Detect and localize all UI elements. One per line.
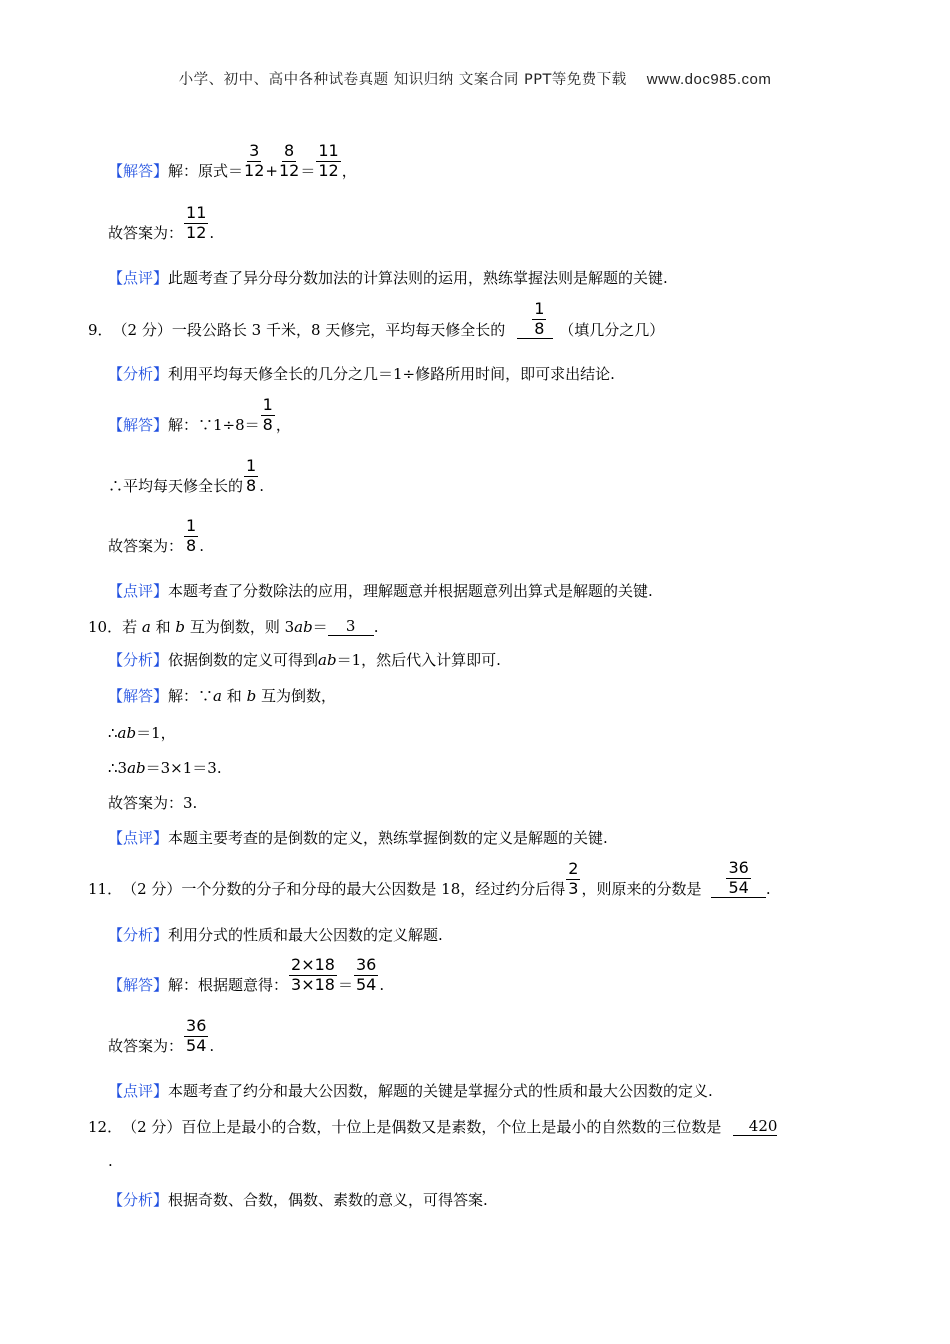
answer-blank xyxy=(711,860,765,898)
comment-tag: 【点评】 xyxy=(108,1082,169,1100)
answer-blank xyxy=(517,301,553,339)
fraction: $\frac{2\times 18}{3\times 18}$ xyxy=(291,955,335,994)
q12-analysis: 【分析】 根据奇数、合数，偶数、素数的意义，可得答案. xyxy=(108,1191,488,1209)
comment-tag: 【点评】 xyxy=(108,829,169,847)
fraction: $\frac{36}{54}$ xyxy=(186,1016,207,1055)
q12-stem-end: . xyxy=(108,1152,113,1170)
comment-tag: 【点评】 xyxy=(108,582,169,600)
question-number: 12． xyxy=(88,1118,123,1136)
analysis-tag: 【分析】 xyxy=(108,651,169,669)
question-number: 11． xyxy=(88,879,123,898)
q11-analysis: 【分析】 利用分式的性质和最大公因数的定义解题. xyxy=(108,926,443,944)
q9-analysis: 【分析】 利用平均每天修全长的几分之几＝1÷修路所用时间，即可求出结论. xyxy=(108,365,615,383)
fraction: $\frac{2}{3}$ xyxy=(568,859,579,898)
q10-answer: 故答案为：3. xyxy=(108,794,198,812)
fraction: $\frac{36}{54}$ xyxy=(728,858,749,897)
page-header xyxy=(0,68,950,89)
fraction: $\frac{36}{54}$ xyxy=(356,955,377,994)
fraction: $\frac{1}{8}$ xyxy=(262,395,273,434)
q10-analysis: 【分析】 依据倒数的定义可得到 ab ＝1，然后代入计算即可. xyxy=(108,651,501,669)
q11-answer: 故答案为： $\frac{36}{54}$ . xyxy=(108,1016,215,1055)
q10-solution: 【解答】 解：∵ a 和 b 互为倒数， xyxy=(108,687,336,705)
q10-comment: 【点评】 本题主要考查的是倒数的定义，熟练掌握倒数的定义是解题的关键. xyxy=(108,829,608,847)
header-text: 小学、初中、高中各种试卷真题 知识归纳 文案合同 PPT等免费下载 xyxy=(178,72,627,88)
q10-line2: ∴ ab ＝1， xyxy=(108,724,176,742)
q9-answer: 故答案为： $\frac{1}{8}$ . xyxy=(108,516,204,555)
question-number: 10． xyxy=(88,618,123,636)
q8-answer: 故答案为： $\frac{11}{12}$ . xyxy=(108,203,215,242)
q11-comment: 【点评】 本题考查了约分和最大公因数，解题的关键是掌握分式的性质和最大公因数的定义. xyxy=(108,1082,713,1100)
fraction: $\frac{8}{12}$ xyxy=(278,141,300,180)
q10-line3: ∴3 ab ＝3×1＝3. xyxy=(108,759,222,777)
fraction: $\frac{1}{8}$ xyxy=(186,516,197,555)
q9-therefore: ∴平均每天修全长的 $\frac{1}{8}$ . xyxy=(108,456,264,495)
answer-blank: 420 xyxy=(733,1117,777,1136)
fraction: $\frac{11}{12}$ xyxy=(318,141,339,180)
fraction: $\frac{11}{12}$ xyxy=(186,203,207,242)
header-url[interactable]: www.doc985.com xyxy=(646,71,772,88)
answer-blank: 3 xyxy=(328,617,374,636)
fraction: $\frac{1}{8}$ xyxy=(534,299,545,338)
solution-tag: 【解答】 xyxy=(108,975,169,994)
solution-tag: 【解答】 xyxy=(108,415,169,434)
q11-stem: 11． （2 分）一个分数的分子和分母的最大公因数是 18，经过约分后得 $\frac{2}{3}$ ，则原来的分数是 $\frac{36}{54}$ . xyxy=(88,858,771,898)
solution-tag: 【解答】 xyxy=(108,687,169,705)
fraction: $\frac{3}{12}$ xyxy=(244,141,265,180)
q10-stem: 10． 若 a 和 b 互为倒数，则 3 ab ＝ 3 . xyxy=(88,617,379,636)
analysis-tag: 【分析】 xyxy=(108,1191,169,1209)
fraction: $\frac{1}{8}$ xyxy=(246,456,257,495)
solution-tag: 【解答】 xyxy=(108,161,169,180)
q8-comment: 【点评】 此题考查了异分母分数加法的计算法则的运用，熟练掌握法则是解题的关键. xyxy=(108,269,668,287)
analysis-tag: 【分析】 xyxy=(108,926,169,944)
analysis-tag: 【分析】 xyxy=(108,365,169,383)
comment-tag: 【点评】 xyxy=(108,269,169,287)
q12-stem: 12． （2 分）百位上是最小的合数，十位上是偶数又是素数，个位上是最小的自然数的三位数是 420 xyxy=(88,1117,778,1136)
q11-solution: 【解答】 解：根据题意得： $\frac{2\times 18}{3\times 18}$ ＝ $\frac{36}{54}$ . xyxy=(108,955,385,994)
q9-comment: 【点评】 本题考查了分数除法的应用，理解题意并根据题意列出算式是解题的关键. xyxy=(108,582,653,600)
q9-stem: 9． （2 分）一段公路长 3 千米，8 天修完，平均每天修全长的 $\frac{1}{8}$ （填几分之几） xyxy=(88,299,665,339)
q8-solution: 【解答】 解：原式＝ $\frac{3}{12}$ + $\frac{8}{12}$ ＝ $\frac{11}{12}$ ， xyxy=(108,141,357,180)
question-number: 9． xyxy=(88,320,113,339)
q9-solution: 【解答】 解：∵1÷8＝ $\frac{1}{8}$ ， xyxy=(108,395,291,434)
